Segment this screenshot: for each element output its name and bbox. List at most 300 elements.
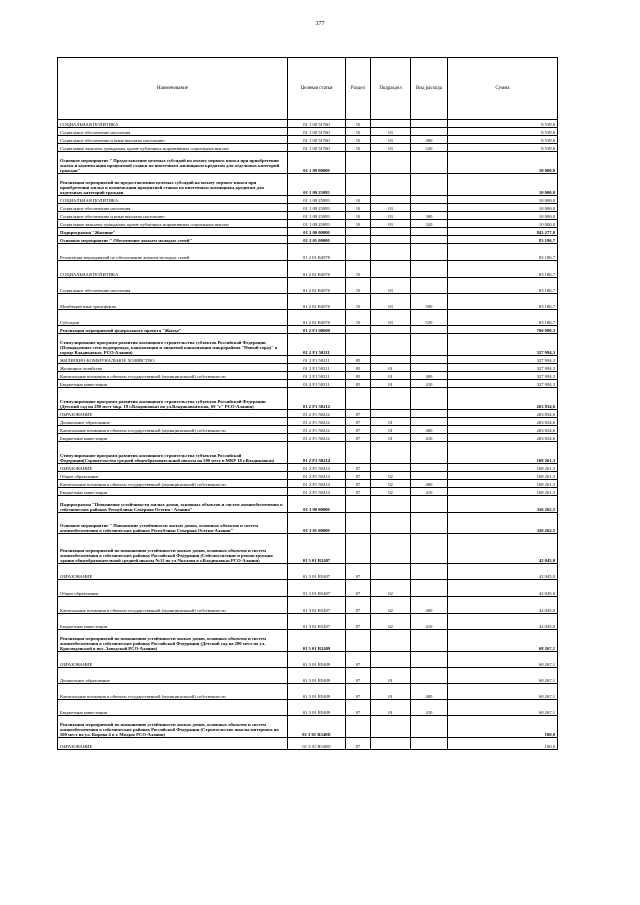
cell-expense-type: 300 — [411, 136, 448, 144]
cell-name: Бюджетные инвестиции — [58, 380, 288, 388]
cell-target-article: 01 3 01 R5407 — [288, 614, 346, 630]
cell-name: ОБРАЗОВАНИЕ — [58, 564, 288, 580]
cell-subsection — [371, 120, 411, 128]
cell-name: Бюджетные инвестиции — [58, 434, 288, 442]
cell-name: Стимулирование программ развития жилищного строительства субъектов Российской Федерации (Детский сад на 280 мест мкр. 19 г.Владикавказ по ул.Владикавказская, 69 "г" РСО-Алания) — [58, 388, 288, 410]
cell-amount: 8 539,6 — [448, 120, 558, 128]
cell-amount: 42 045,0 — [448, 614, 558, 630]
cell-amount: 168 261,3 — [448, 480, 558, 488]
cell-expense-type — [411, 228, 448, 236]
cell-subsection — [371, 652, 411, 668]
cell-target-article: 01 2 01 R4970 — [288, 294, 346, 310]
cell-name: Социальное обеспечение населения — [58, 204, 288, 212]
cell-amount: 42 045,0 — [448, 597, 558, 614]
cell-expense-type — [411, 244, 448, 261]
cell-section: 05 — [346, 372, 371, 380]
cell-target-article: 01 2 01 R4970 — [288, 261, 346, 278]
cell-target-article: 01 2 00 00000 — [288, 228, 346, 236]
cell-expense-type — [411, 196, 448, 204]
table-row — [58, 128, 558, 136]
table-row — [58, 652, 558, 668]
cell-section: 07 — [346, 410, 371, 418]
cell-expense-type — [411, 364, 448, 372]
cell-amount: 100,0 — [448, 716, 558, 738]
cell-section — [346, 334, 371, 356]
cell-name: Бюджетные инвестиции — [58, 700, 288, 716]
cell-target-article: 01 1 09 25095 — [288, 220, 346, 228]
cell-name: ЖИЛИЩНО-КОММУНАЛЬНОЕ ХОЗЯЙСТВО — [58, 356, 288, 364]
cell-target-article: 01 1 08 51760 — [288, 120, 346, 128]
cell-expense-type — [411, 174, 448, 196]
table-row — [58, 388, 558, 410]
cell-amount: 10 000,0 — [448, 152, 558, 174]
cell-target-article: 01 2 F1 50212 — [288, 410, 346, 418]
cell-section: 10 — [346, 204, 371, 212]
cell-target-article: 01 2 F1 00000 — [288, 326, 346, 334]
cell-target-article: 01 1 09 25095 — [288, 196, 346, 204]
cell-amount: 10 000,0 — [448, 220, 558, 228]
cell-section: 10 — [346, 144, 371, 152]
cell-expense-type — [411, 410, 448, 418]
table-row — [58, 356, 558, 364]
cell-target-article: 01 1 08 51760 — [288, 144, 346, 152]
cell-expense-type: 400 — [411, 480, 448, 488]
cell-target-article: 01 2 F1 50214 — [288, 442, 346, 464]
cell-amount: 326 262,5 — [448, 513, 558, 534]
table-row — [58, 372, 558, 380]
cell-amount: 83 186,7 — [448, 310, 558, 326]
cell-name: Общее образование — [58, 472, 288, 480]
cell-amount: 83 186,7 — [448, 261, 558, 278]
cell-amount: 42 045,0 — [448, 534, 558, 564]
cell-target-article: 01 2 F1 50212 — [288, 388, 346, 410]
cell-subsection — [371, 244, 411, 261]
cell-amount: 10 000,0 — [448, 196, 558, 204]
cell-section — [346, 152, 371, 174]
table-row — [58, 464, 558, 472]
cell-name: ОБРАЗОВАНИЕ — [58, 652, 288, 668]
table-row — [58, 136, 558, 144]
cell-target-article: 01 2 F1 50211 — [288, 380, 346, 388]
cell-name: СОЦИАЛЬНАЯ ПОЛИТИКА — [58, 196, 288, 204]
cell-section: 07 — [346, 418, 371, 426]
cell-subsection: 01 — [371, 668, 411, 684]
table-row — [58, 488, 558, 496]
cell-name: Социальное обеспечение населения — [58, 278, 288, 294]
cell-subsection: 01 — [371, 700, 411, 716]
cell-expense-type — [411, 326, 448, 334]
cell-subsection: 03 — [371, 136, 411, 144]
cell-section: 07 — [346, 434, 371, 442]
cell-subsection: 02 — [371, 488, 411, 496]
cell-target-article: 01 2 F1 50211 — [288, 372, 346, 380]
cell-name: Жилищное хозяйство — [58, 364, 288, 372]
cell-amount: 8 539,6 — [448, 136, 558, 144]
cell-name: Капитальные вложения в объекты государственной (муниципальной) собственности — [58, 597, 288, 614]
cell-subsection: 03 — [371, 212, 411, 220]
cell-section: 05 — [346, 364, 371, 372]
cell-target-article: 01 2 01 R4970 — [288, 278, 346, 294]
cell-target-article: 01 3 01 R540D — [288, 738, 346, 750]
cell-name: Основное мероприятие " Предоставление целевых субсидий по оплату первого взноса при приобретении жилья и компенсации процентной ставки по ипотечным жилищным кредитам для отдельных категорий граждан" — [58, 152, 288, 174]
cell-target-article: 01 2 01 R4970 — [288, 244, 346, 261]
table-row — [58, 426, 558, 434]
cell-section: 10 — [346, 136, 371, 144]
header-subsection: Подраздел — [371, 58, 411, 120]
table-row — [58, 684, 558, 700]
cell-expense-type — [411, 464, 448, 472]
cell-section — [346, 442, 371, 464]
table-row — [58, 472, 558, 480]
cell-amount: 263 834,6 — [448, 426, 558, 434]
cell-amount: 327 994,3 — [448, 334, 558, 356]
table-row — [58, 480, 558, 488]
cell-amount: 68 267,1 — [448, 684, 558, 700]
table-row — [58, 738, 558, 750]
cell-amount: 326 262,5 — [448, 496, 558, 513]
cell-amount: 327 994,3 — [448, 356, 558, 364]
cell-target-article: 01 1 08 51760 — [288, 136, 346, 144]
cell-expense-type — [411, 496, 448, 513]
cell-subsection: 03 — [371, 220, 411, 228]
cell-section: 07 — [346, 668, 371, 684]
cell-section: 07 — [346, 597, 371, 614]
cell-amount: 263 834,6 — [448, 388, 558, 410]
cell-amount: 327 994,3 — [448, 364, 558, 372]
cell-target-article: 01 3 01 R540D — [288, 716, 346, 738]
cell-target-article: 01 2 F1 50212 — [288, 418, 346, 426]
cell-subsection: 03 — [371, 278, 411, 294]
cell-name: Бюджетные инвестиции — [58, 614, 288, 630]
cell-amount: 263 834,6 — [448, 434, 558, 442]
cell-target-article: 01 3 01 R5409 — [288, 700, 346, 716]
table-row — [58, 410, 558, 418]
cell-expense-type — [411, 418, 448, 426]
cell-name: ОБРАЗОВАНИЕ — [58, 738, 288, 750]
cell-subsection: 02 — [371, 472, 411, 480]
cell-target-article: 01 2 01 R4970 — [288, 310, 346, 326]
cell-subsection — [371, 564, 411, 580]
cell-name: Социальное обеспечение и иные выплаты населению — [58, 212, 288, 220]
cell-target-article: 01 2 F1 50211 — [288, 334, 346, 356]
cell-amount: 68 267,1 — [448, 668, 558, 684]
cell-name: Дошкольное образование — [58, 668, 288, 684]
cell-amount: 42 045,0 — [448, 580, 558, 597]
cell-subsection — [371, 738, 411, 750]
cell-target-article: 01 2 F1 50214 — [288, 488, 346, 496]
cell-target-article: 01 2 F1 50214 — [288, 464, 346, 472]
cell-name: Социальное обеспечение и иные выплаты населению — [58, 136, 288, 144]
cell-section: 10 — [346, 261, 371, 278]
cell-amount: 83 186,7 — [448, 294, 558, 310]
cell-amount: 168 261,3 — [448, 472, 558, 480]
cell-expense-type: 520 — [411, 310, 448, 326]
cell-subsection — [371, 196, 411, 204]
cell-amount: 327 994,3 — [448, 380, 558, 388]
cell-name: Дошкольное образование — [58, 418, 288, 426]
cell-expense-type — [411, 668, 448, 684]
cell-expense-type — [411, 236, 448, 244]
table-row — [58, 513, 558, 534]
header-amount: Сумма — [448, 58, 558, 120]
cell-section: 05 — [346, 380, 371, 388]
table-row — [58, 418, 558, 426]
table-row — [58, 580, 558, 597]
cell-expense-type: 410 — [411, 614, 448, 630]
cell-section: 07 — [346, 684, 371, 700]
cell-name: Реализация мероприятий по повышению устойчивости жилых домов, основных объектов и систем жизнеобеспечения в сейсмических районах Российской Федерации (Сейсмоусиление и реконструкция здания общеобразовательной средней школы №11 по ул.Чкалова в г.Владикавказ РСО-Алания) — [58, 534, 288, 564]
cell-section — [346, 236, 371, 244]
cell-expense-type: 400 — [411, 597, 448, 614]
cell-expense-type — [411, 388, 448, 410]
cell-expense-type — [411, 630, 448, 652]
cell-target-article: 01 3 01 R5407 — [288, 534, 346, 564]
cell-section: 07 — [346, 464, 371, 472]
cell-expense-type — [411, 534, 448, 564]
cell-target-article: 01 1 09 25095 — [288, 174, 346, 196]
cell-amount: 263 834,6 — [448, 418, 558, 426]
cell-name: Общее образование — [58, 580, 288, 597]
cell-section: 10 — [346, 128, 371, 136]
table-row — [58, 434, 558, 442]
cell-name: Социальное обеспечение населения — [58, 128, 288, 136]
cell-section — [346, 534, 371, 564]
cell-amount: 843 277,0 — [448, 228, 558, 236]
cell-amount: 760 090,3 — [448, 326, 558, 334]
cell-target-article: 01 2 F1 50214 — [288, 480, 346, 488]
table-row — [58, 152, 558, 174]
cell-subsection — [371, 513, 411, 534]
header-target-article: Целевая статья — [288, 58, 346, 120]
cell-target-article: 01 3 01 R5409 — [288, 652, 346, 668]
cell-name: Капитальные вложения в объекты государственной (муниципальной) собственности — [58, 480, 288, 488]
header-section: Раздел — [346, 58, 371, 120]
cell-amount: 8 539,6 — [448, 144, 558, 152]
cell-section — [346, 513, 371, 534]
cell-subsection — [371, 630, 411, 652]
table-row — [58, 496, 558, 513]
table-row — [58, 228, 558, 236]
cell-section: 07 — [346, 652, 371, 668]
table-row — [58, 196, 558, 204]
cell-section: 10 — [346, 120, 371, 128]
table-row — [58, 630, 558, 652]
cell-subsection: 03 — [371, 310, 411, 326]
cell-expense-type — [411, 652, 448, 668]
cell-section: 07 — [346, 614, 371, 630]
cell-subsection — [371, 388, 411, 410]
cell-subsection — [371, 496, 411, 513]
table-row — [58, 564, 558, 580]
cell-section — [346, 244, 371, 261]
table-row — [58, 310, 558, 326]
table-row — [58, 294, 558, 310]
cell-section: 10 — [346, 278, 371, 294]
cell-section: 10 — [346, 220, 371, 228]
cell-name: СОЦИАЛЬНАЯ ПОЛИТИКА — [58, 261, 288, 278]
cell-target-article: 01 3 01 R5409 — [288, 668, 346, 684]
cell-expense-type: 410 — [411, 700, 448, 716]
table-row — [58, 278, 558, 294]
cell-amount: 10 000,0 — [448, 204, 558, 212]
cell-section — [346, 326, 371, 334]
cell-expense-type — [411, 472, 448, 480]
table-row — [58, 212, 558, 220]
cell-name: Основное мероприятие " Повышение устойчивости жилых домов, основных объектов и систем жизнеобеспечения в сейсмических районах Республики Северная Осетия-Алания" — [58, 513, 288, 534]
cell-expense-type — [411, 564, 448, 580]
cell-section — [346, 496, 371, 513]
cell-expense-type — [411, 128, 448, 136]
cell-amount: 83 186,7 — [448, 244, 558, 261]
cell-subsection — [371, 326, 411, 334]
cell-subsection — [371, 152, 411, 174]
table-row — [58, 614, 558, 630]
cell-expense-type: 410 — [411, 488, 448, 496]
cell-subsection: 01 — [371, 684, 411, 700]
table-row — [58, 220, 558, 228]
page-number: 377 — [315, 21, 325, 27]
cell-subsection: 03 — [371, 144, 411, 152]
cell-target-article: 01 3 00 00000 — [288, 496, 346, 513]
cell-subsection: 01 — [371, 426, 411, 434]
cell-subsection: 03 — [371, 204, 411, 212]
cell-amount: 68 267,1 — [448, 652, 558, 668]
cell-subsection: 02 — [371, 480, 411, 488]
cell-subsection — [371, 261, 411, 278]
cell-section: 10 — [346, 310, 371, 326]
cell-expense-type: 320 — [411, 220, 448, 228]
cell-target-article: 01 3 01 R5407 — [288, 597, 346, 614]
cell-section: 07 — [346, 738, 371, 750]
cell-subsection: 01 — [371, 434, 411, 442]
table-row — [58, 380, 558, 388]
table-row — [58, 534, 558, 564]
cell-amount: 8 539,6 — [448, 128, 558, 136]
cell-subsection — [371, 410, 411, 418]
cell-name: Подпрограмма "Жилище" — [58, 228, 288, 236]
cell-amount: 263 834,6 — [448, 410, 558, 418]
cell-amount: 83 186,7 — [448, 278, 558, 294]
cell-expense-type: 300 — [411, 212, 448, 220]
cell-subsection — [371, 442, 411, 464]
cell-name: Капитальные вложения в объекты государственной (муниципальной) собственности — [58, 684, 288, 700]
cell-target-article: 01 2 F1 50212 — [288, 434, 346, 442]
cell-name: Бюджетные инвестиции — [58, 488, 288, 496]
cell-amount: 10 000,0 — [448, 212, 558, 220]
cell-target-article: 01 2 F1 50214 — [288, 472, 346, 480]
header-name: Наименование — [58, 58, 288, 120]
cell-subsection — [371, 716, 411, 738]
cell-section: 07 — [346, 472, 371, 480]
table-row — [58, 442, 558, 464]
cell-target-article: 01 2 01 00000 — [288, 236, 346, 244]
cell-target-article: 01 1 08 51760 — [288, 128, 346, 136]
cell-subsection: 03 — [371, 128, 411, 136]
cell-amount: 68 267,1 — [448, 630, 558, 652]
cell-expense-type — [411, 738, 448, 750]
cell-subsection: 02 — [371, 614, 411, 630]
table-row — [58, 144, 558, 152]
cell-section — [346, 630, 371, 652]
cell-expense-type: 410 — [411, 380, 448, 388]
cell-subsection — [371, 334, 411, 356]
budget-table — [57, 57, 558, 750]
cell-target-article: 01 1 09 25095 — [288, 212, 346, 220]
cell-amount: 10 000,0 — [448, 174, 558, 196]
table-body — [58, 120, 558, 750]
table-row — [58, 120, 558, 128]
cell-expense-type: 410 — [411, 434, 448, 442]
cell-target-article: 01 1 09 25095 — [288, 204, 346, 212]
cell-name: Реализация мероприятий по обеспечению жильем молодых семей — [58, 244, 288, 261]
cell-section: 07 — [346, 564, 371, 580]
cell-subsection — [371, 236, 411, 244]
cell-amount: 100,0 — [448, 738, 558, 750]
cell-section — [346, 228, 371, 236]
cell-target-article: 01 3 01 R5407 — [288, 564, 346, 580]
cell-amount: 68 267,1 — [448, 700, 558, 716]
cell-name: Социальные выплаты гражданам, кроме публичных нормативных социальных выплат — [58, 144, 288, 152]
table-row — [58, 334, 558, 356]
cell-expense-type — [411, 152, 448, 174]
cell-name: Субсидии — [58, 310, 288, 326]
cell-section: 07 — [346, 488, 371, 496]
table-row — [58, 204, 558, 212]
cell-subsection: 01 — [371, 364, 411, 372]
cell-amount: 168 261,3 — [448, 488, 558, 496]
cell-name: Реализация мероприятий по повышению устойчивости жилых домов, основных объектов и систем жизнеобеспечения в сейсмических районах Российской Федерации (Строительство школы-интерната на 500 мест по ул. Кирова 4 в г. Моздок РСО-Алания) — [58, 716, 288, 738]
cell-section: 07 — [346, 700, 371, 716]
cell-subsection — [371, 356, 411, 364]
cell-name: Стимулирование программ развития жилищного строительства субъектов Российской Федерации(Строительство средней общеобразовательной школы на 500 мест в МКР 18 г.Владикавказ) — [58, 442, 288, 464]
cell-name: Реализация мероприятий по предоставлению целевых субсидий на оплату первого взноса при приобретении жилья и компенсации процентной ставки по ипотечным жилищным кредитам для отдельных категорий граждан — [58, 174, 288, 196]
cell-subsection — [371, 534, 411, 564]
cell-target-article: 01 2 F1 50211 — [288, 356, 346, 364]
cell-target-article: 01 2 F1 50211 — [288, 364, 346, 372]
cell-subsection — [371, 174, 411, 196]
cell-subsection: 02 — [371, 580, 411, 597]
cell-expense-type — [411, 204, 448, 212]
table-row — [58, 326, 558, 334]
cell-subsection — [371, 228, 411, 236]
cell-target-article: 01 3 01 R5409 — [288, 684, 346, 700]
cell-section: 05 — [346, 356, 371, 364]
cell-name: Подпрограмма "Повышение устойчивости жилых домов, основных объектов и систем жизнеобеспечения в сейсмических районах Республики Северная Осетия - Алания" — [58, 496, 288, 513]
cell-section — [346, 388, 371, 410]
cell-expense-type — [411, 120, 448, 128]
header-expense-type: Вид расхода — [411, 58, 448, 120]
cell-section: 10 — [346, 294, 371, 310]
table-header-row — [58, 58, 558, 120]
cell-name: Капитальные вложения в объекты государственной (муниципальной) собственности — [58, 426, 288, 434]
cell-subsection — [371, 464, 411, 472]
cell-name: Социальные выплаты гражданам, кроме публичных нормативных социальных выплат — [58, 220, 288, 228]
cell-target-article: 01 2 F1 50212 — [288, 426, 346, 434]
cell-subsection: 01 — [371, 418, 411, 426]
cell-name: СОЦИАЛЬНАЯ ПОЛИТИКА — [58, 120, 288, 128]
cell-expense-type: 400 — [411, 372, 448, 380]
table-row — [58, 236, 558, 244]
cell-amount: 83 186,7 — [448, 236, 558, 244]
table-row — [58, 597, 558, 614]
cell-subsection: 02 — [371, 597, 411, 614]
cell-target-article: 01 1 09 00000 — [288, 152, 346, 174]
cell-name: Межбюджетные трансферты — [58, 294, 288, 310]
cell-subsection: 03 — [371, 294, 411, 310]
table-row — [58, 700, 558, 716]
table-row — [58, 668, 558, 684]
cell-section: 10 — [346, 212, 371, 220]
